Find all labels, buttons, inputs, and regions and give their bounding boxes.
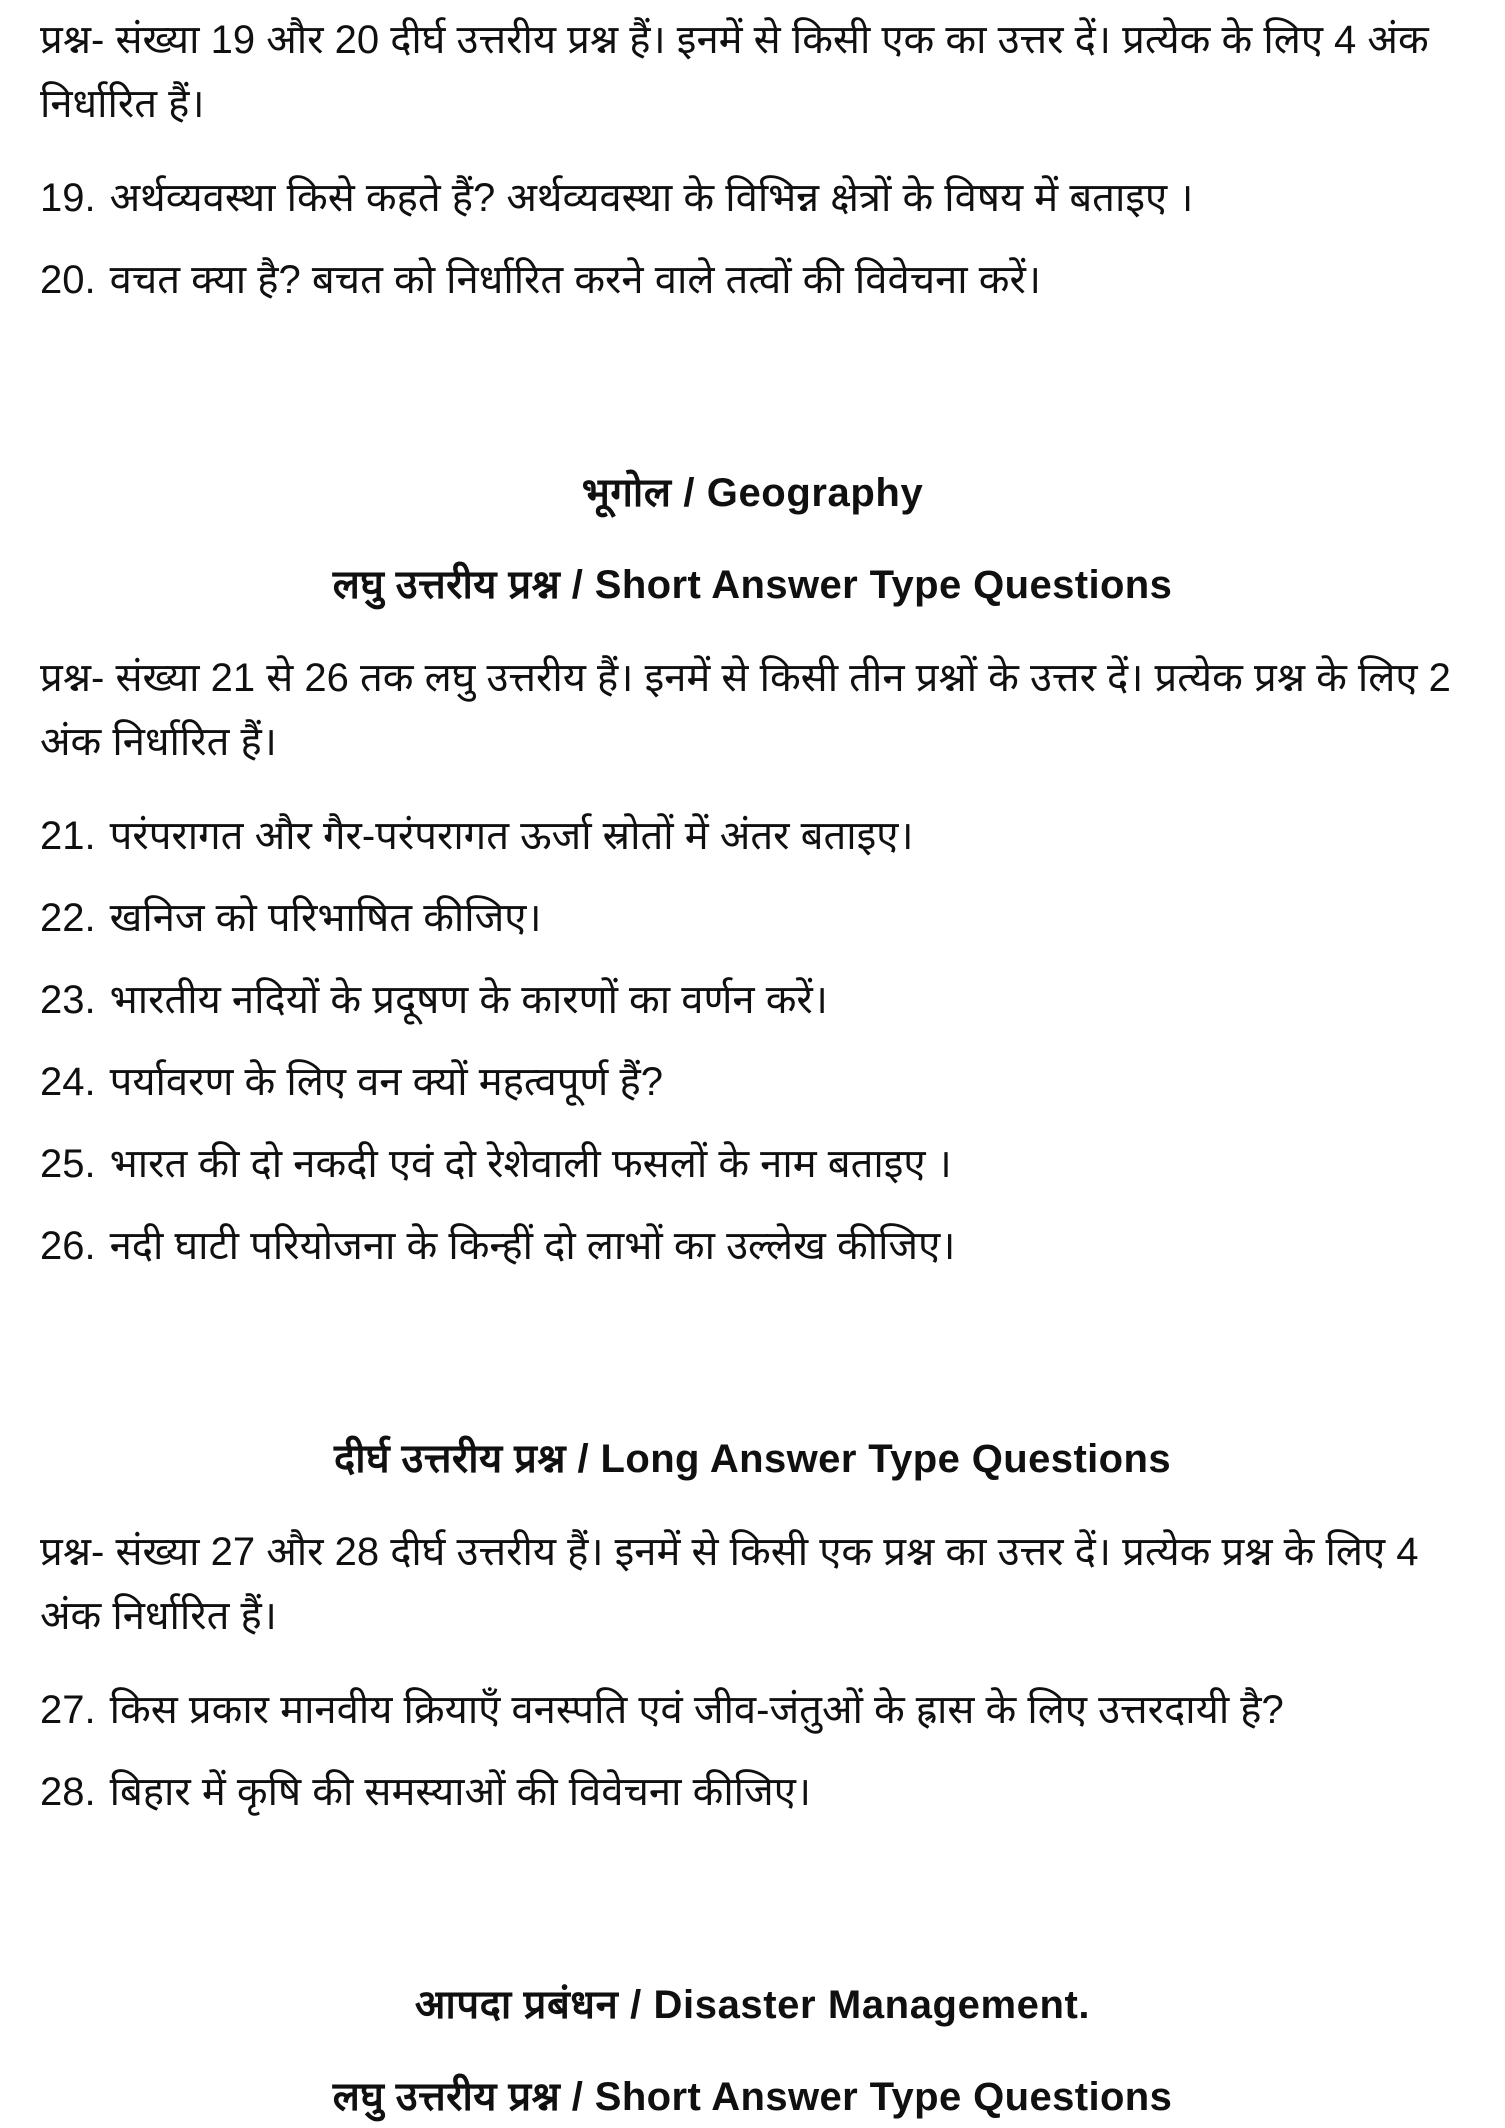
question-text: किस प्रकार मानवीय क्रियाएँ वनस्पति एवं जीव-जंतुओं के ह्रास के लिए उत्तरदायी है? bbox=[109, 1688, 1284, 1732]
disaster-management-short-answer-heading: लघु उत्तरीय प्रश्न / Short Answer Type Questions bbox=[332, 2075, 1173, 2119]
question-item-21 bbox=[40, 804, 1465, 868]
question-number: 23. bbox=[40, 978, 96, 1022]
spacer bbox=[40, 774, 1465, 804]
question-text: नदी घाटी परियोजना के किन्हीं दो लाभों का उल्लेख कीजिए। bbox=[109, 1224, 956, 1268]
spacer bbox=[40, 2036, 1465, 2066]
geography-short-answer-instruction: प्रश्न- संख्या 21 से 26 तक लघु उत्तरीय हैं। इनमें से किसी तीन प्रश्नों के उत्तर दें। प्रत्येक प्रश्न के लिए 2 अंक निर्धारित हैं। bbox=[40, 656, 1451, 764]
geography-long-answer-heading: दीर्घ उत्तरीय प्रश्न / Long Answer Type Questions bbox=[334, 1437, 1171, 1481]
question-item-28 bbox=[40, 1760, 1465, 1824]
question-item-25 bbox=[40, 1132, 1465, 1196]
question-number: 26. bbox=[40, 1224, 96, 1268]
subject-heading-disaster-management: आपदा प्रबंधन / Disaster Management. bbox=[414, 1983, 1091, 2027]
section-spacer bbox=[40, 312, 1465, 462]
question-text: बिहार में कृषि की समस्याओं की विवेचना कीजिए। bbox=[109, 1770, 812, 1814]
spacer bbox=[40, 1114, 1465, 1132]
spacer bbox=[40, 524, 1465, 554]
question-number: 25. bbox=[40, 1142, 96, 1186]
question-item-20 bbox=[40, 248, 1465, 312]
question-item-22 bbox=[40, 886, 1465, 950]
geography-short-answer-heading: लघु उत्तरीय प्रश्न / Short Answer Type Questions bbox=[332, 563, 1173, 607]
question-text: वचत क्या है? बचत को निर्धारित करने वाले तत्वों की विवेचना करें। bbox=[109, 258, 1042, 302]
spacer bbox=[40, 1742, 1465, 1760]
question-text: परंपरागत और गैर-परंपरागत ऊर्जा स्रोतों में अंतर बताइए। bbox=[109, 814, 914, 858]
section-spacer bbox=[40, 1824, 1465, 1974]
question-text: खनिज को परिभाषित कीजिए। bbox=[109, 896, 542, 940]
geography-long-answer-question-list bbox=[40, 1678, 1465, 1824]
question-number: 20. bbox=[40, 258, 96, 302]
geography-short-answer-question-list bbox=[40, 804, 1465, 1278]
subject-heading-geography: भूगोल / Geography bbox=[581, 471, 924, 515]
question-number: 21. bbox=[40, 814, 96, 858]
question-number: 22. bbox=[40, 896, 96, 940]
question-item-27 bbox=[40, 1678, 1465, 1742]
question-text: अर्थव्यवस्था किसे कहते हैं? अर्थव्यवस्था के विभिन्न क्षेत्रों के विषय में बताइए । bbox=[109, 176, 1194, 220]
question-item-24 bbox=[40, 1050, 1465, 1114]
spacer bbox=[40, 616, 1465, 646]
section-spacer bbox=[40, 1278, 1465, 1428]
spacer bbox=[40, 868, 1465, 886]
question-number: 19. bbox=[40, 176, 96, 220]
spacer bbox=[40, 950, 1465, 968]
question-text: भारत की दो नकदी एवं दो रेशेवाली फसलों के नाम बताइए । bbox=[109, 1142, 952, 1186]
spacer bbox=[40, 1196, 1465, 1214]
question-item-26 bbox=[40, 1214, 1465, 1278]
economics-long-answer-section bbox=[40, 0, 1465, 312]
spacer bbox=[40, 136, 1465, 166]
question-text: भारतीय नदियों के प्रदूषण के कारणों का वर्णन करें। bbox=[109, 978, 828, 1022]
question-number: 27. bbox=[40, 1688, 96, 1732]
question-item-23 bbox=[40, 968, 1465, 1032]
spacer bbox=[40, 1032, 1465, 1050]
economics-long-answer-instruction: प्रश्न- संख्या 19 और 20 दीर्घ उत्तरीय प्रश्न हैं। इनमें से किसी एक का उत्तर दें। प्रत्येक के लिए 4 अंक निर्धारित हैं। bbox=[40, 18, 1429, 126]
spacer bbox=[40, 1648, 1465, 1678]
question-text: पर्यावरण के लिए वन क्यों महत्वपूर्ण हैं? bbox=[109, 1060, 663, 1104]
spacer bbox=[40, 1490, 1465, 1520]
question-number: 28. bbox=[40, 1770, 96, 1814]
question-number: 24. bbox=[40, 1060, 96, 1104]
geography-long-answer-instruction: प्रश्न- संख्या 27 और 28 दीर्घ उत्तरीय हैं। इनमें से किसी एक प्रश्न का उत्तर दें। प्रत्येक प्रश्न के लिए 4 अंक निर्धारित हैं। bbox=[40, 1530, 1419, 1638]
question-item-19 bbox=[40, 166, 1465, 230]
spacer bbox=[40, 230, 1465, 248]
